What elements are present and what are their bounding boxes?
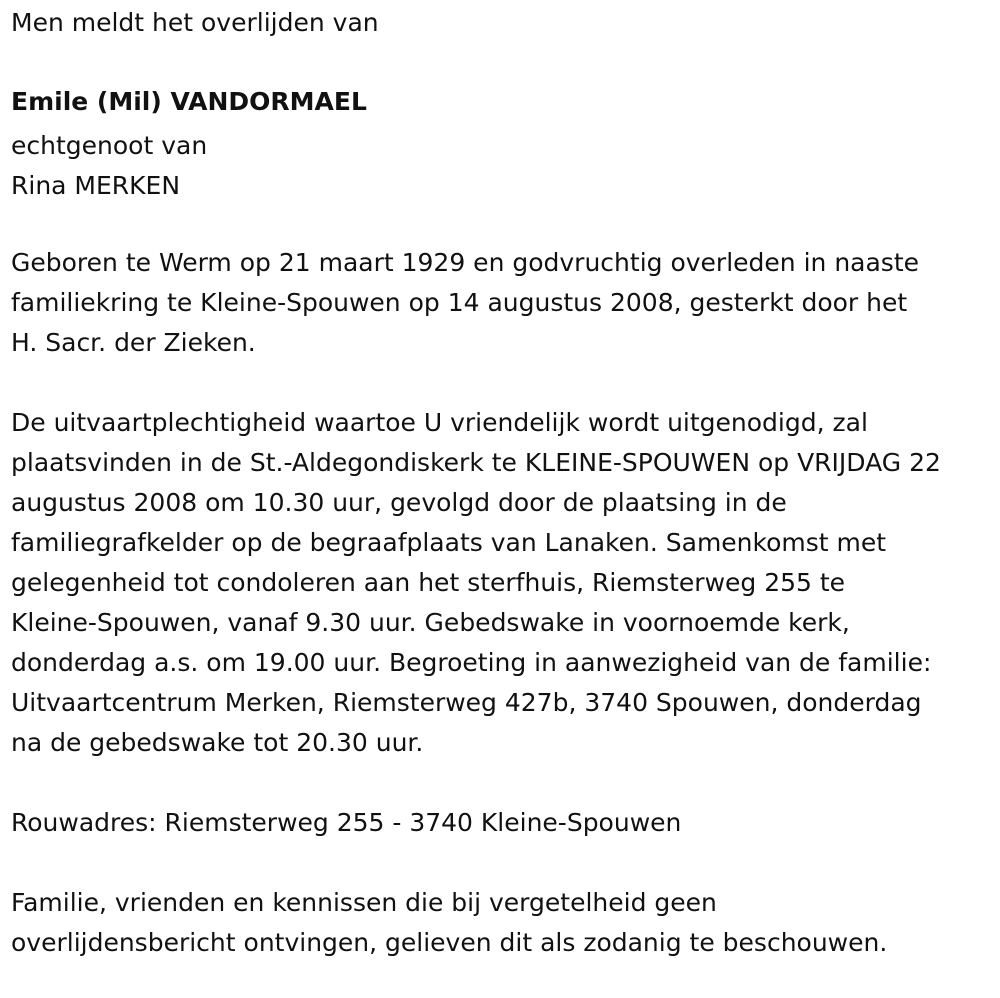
mourning-address: Rouwadres: Riemsterweg 255 - 3740 Kleine-Spouwen [11, 808, 682, 837]
paragraph-line: Familie, vrienden en kennissen die bij vergetelheid geen [11, 888, 717, 917]
deceased-block [11, 82, 996, 206]
paragraph-line: gelegenheid tot condoleren aan het sterfhuis, Riemsterweg 255 te [11, 568, 846, 597]
birth-death-paragraph [11, 243, 996, 363]
mourning-address-paragraph [11, 803, 996, 843]
paragraph-line: augustus 2008 om 10.30 uur, gevolgd door de plaatsing in de [11, 488, 787, 517]
paragraph-line: na de gebedswake tot 20.30 uur. [11, 728, 424, 757]
paragraph-line: Uitvaartcentrum Merken, Riemsterweg 427b, 3740 Spouwen, donderdag [11, 688, 922, 717]
paragraph-line: donderdag a.s. om 19.00 uur. Begroeting in aanwezigheid van de familie: [11, 648, 932, 677]
intro-text: Men meldt het overlijden van [11, 8, 379, 37]
paragraph-line: plaatsvinden in de St.-Aldegondiskerk te KLEINE-SPOUWEN op VRIJDAG 22 [11, 448, 941, 477]
paragraph-line: overlijdensbericht ontvingen, gelieven dit als zodanig te beschouwen. [11, 928, 888, 957]
deceased-name: Emile (Mil) VANDORMAEL [11, 87, 367, 116]
paragraph-line: familiekring te Kleine-Spouwen op 14 augustus 2008, gesterkt door het [11, 288, 908, 317]
spouse-label: echtgenoot van [11, 131, 208, 160]
paragraph-line: Geboren te Werm op 21 maart 1929 en godvruchtig overleden in naaste [11, 248, 920, 277]
paragraph-line: familiegrafkelder op de begraafplaats van Lanaken. Samenkomst met [11, 528, 887, 557]
paragraph-line: H. Sacr. der Zieken. [11, 328, 256, 357]
paragraph-line: De uitvaartplechtigheid waartoe U vriendelijk wordt uitgenodigd, zal [11, 408, 868, 437]
paragraph-line: Kleine-Spouwen, vanaf 9.30 uur. Gebedswake in voornoemde kerk, [11, 608, 850, 637]
death-notice [11, 0, 996, 963]
closing-paragraph [11, 883, 996, 963]
spouse-name: Rina MERKEN [11, 171, 181, 200]
funeral-paragraph [11, 403, 996, 763]
